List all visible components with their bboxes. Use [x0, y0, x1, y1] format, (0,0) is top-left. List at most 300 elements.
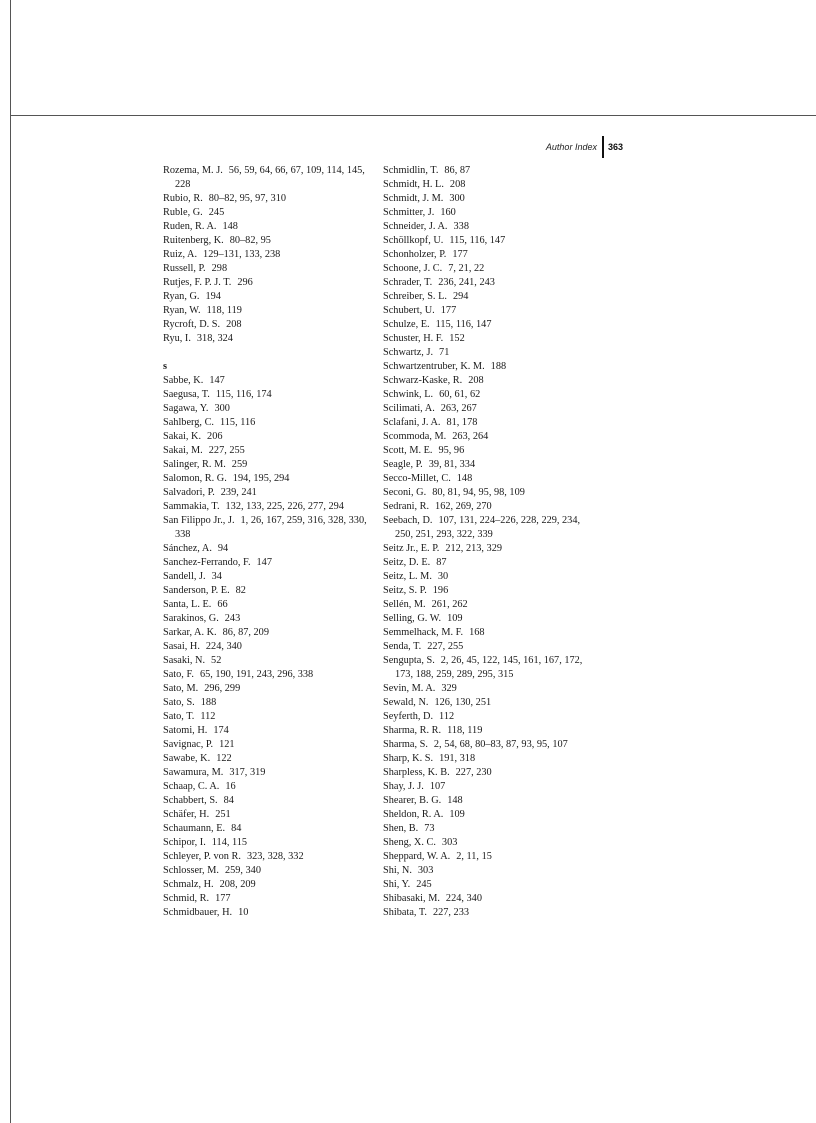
page-references: 303 [417, 865, 434, 876]
index-entry [383, 500, 598, 514]
author-name: Sakai, M. [163, 445, 203, 456]
index-entry [163, 710, 378, 724]
page-references: 52 [211, 655, 222, 666]
header-divider [602, 136, 604, 158]
index-entry [163, 388, 378, 402]
page-references: 109 [447, 613, 463, 624]
index-entry [163, 444, 378, 458]
page-references: 60, 61, 62 [439, 389, 481, 400]
page-references: 227, 233 [432, 907, 469, 918]
page-references: 129–131, 133, 238 [203, 249, 281, 260]
index-entry [163, 542, 378, 556]
author-name: Shen, B. [383, 823, 419, 834]
index-entry [163, 276, 378, 290]
author-name: Santa, L. E. [163, 599, 212, 610]
author-name: Sanderson, P. E. [163, 585, 230, 596]
author-name: Seitz, D. E. [383, 557, 431, 568]
page-references: 109 [449, 809, 465, 820]
index-entry [383, 276, 598, 290]
author-name: Sheng, X. C. [383, 837, 436, 848]
index-entry [383, 332, 598, 346]
index-entry [383, 402, 598, 416]
author-name: Sheldon, R. A. [383, 809, 444, 820]
author-name: Sakai, K. [163, 431, 202, 442]
page-references: 118, 119 [447, 725, 483, 736]
page-references: 206 [207, 431, 223, 442]
author-name: Schmidbauer, H. [163, 907, 233, 918]
page-references: 148 [447, 795, 463, 806]
index-entry [163, 864, 378, 878]
author-name: Schulze, E. [383, 319, 430, 330]
index-entry [163, 584, 378, 598]
index-entry [163, 416, 378, 430]
page-references: 318, 324 [196, 333, 233, 344]
page-references: 16 [225, 781, 236, 792]
author-name: Shi, Y. [383, 879, 411, 890]
author-name: Sharp, K. S. [383, 753, 434, 764]
page-references: 263, 264 [452, 431, 489, 442]
index-entry [163, 682, 378, 696]
page-references: 115, 116, 147 [449, 235, 506, 246]
index-entry [163, 780, 378, 794]
index-entry [383, 836, 598, 850]
index-entry [383, 570, 598, 584]
index-entry [163, 262, 378, 276]
index-entry [163, 556, 378, 570]
index-entry [163, 640, 378, 654]
page-references: 10 [238, 907, 249, 918]
page-references: 152 [449, 333, 465, 344]
index-entry [383, 626, 598, 640]
page-references: 95, 96 [438, 445, 465, 456]
index-entry [163, 486, 378, 500]
page-references: 71 [439, 347, 450, 358]
index-entry [383, 864, 598, 878]
page-references: 224, 340 [205, 641, 242, 652]
author-name: Schmitter, J. [383, 207, 435, 218]
author-name: Shibata, T. [383, 907, 427, 918]
page-references: 300 [214, 403, 230, 414]
index-entry [163, 570, 378, 584]
author-name: Sclafani, J. A. [383, 417, 441, 428]
index-entry [163, 374, 378, 388]
index-entry [163, 430, 378, 444]
page-references: 132, 133, 225, 226, 277, 294 [225, 501, 344, 512]
author-name: Sabbe, K. [163, 375, 204, 386]
page-references: 227, 230 [455, 767, 492, 778]
page-references: 329 [441, 683, 457, 694]
index-entry [383, 514, 598, 542]
index-entry [383, 780, 598, 794]
author-name: Sato, T. [163, 711, 195, 722]
author-name: San Filippo Jr., J. [163, 515, 235, 526]
author-name: Schneider, J. A. [383, 221, 448, 232]
page-references: 177 [215, 893, 231, 904]
index-entry [383, 360, 598, 374]
author-name: Ryu, I. [163, 333, 191, 344]
index-entry [383, 262, 598, 276]
index-entry [383, 654, 598, 682]
author-name: Sammakia, T. [163, 501, 220, 512]
index-entry [383, 472, 598, 486]
index-entry [163, 612, 378, 626]
page-references: 121 [219, 739, 235, 750]
author-name: Seitz, S. P. [383, 585, 427, 596]
index-entry [163, 626, 378, 640]
author-name: Sawamura, M. [163, 767, 224, 778]
page-references: 162, 269, 270 [435, 501, 492, 512]
page-references: 1, 26, 167, 259, 316, 328, 330, 338 [175, 515, 367, 540]
author-name: Scommoda, M. [383, 431, 447, 442]
page-references: 174 [213, 725, 229, 736]
index-entry [383, 906, 598, 920]
index-entry [383, 192, 598, 206]
page-references: 227, 255 [427, 641, 464, 652]
page-references: 118, 119 [206, 305, 242, 316]
page-references: 66 [217, 599, 228, 610]
author-name: Selling, G. W. [383, 613, 442, 624]
author-name: Rubio, R. [163, 193, 203, 204]
author-name: Sheppard, W. A. [383, 851, 451, 862]
page-references: 259 [231, 459, 248, 470]
page-references: 148 [456, 473, 473, 484]
page-references: 188 [490, 361, 507, 372]
index-entry [383, 822, 598, 836]
author-name: Russell, P. [163, 263, 206, 274]
page-references: 194, 195, 294 [232, 473, 290, 484]
author-name: Sevin, M. A. [383, 683, 436, 694]
index-entry [163, 850, 378, 864]
author-name: Sharma, S. [383, 739, 428, 750]
index-entry [383, 794, 598, 808]
page-references: 323, 328, 332 [246, 851, 304, 862]
page-references: 208 [449, 179, 466, 190]
author-name: Sewald, N. [383, 697, 429, 708]
index-entry [163, 878, 378, 892]
author-name: Schubert, U. [383, 305, 435, 316]
author-name: Schrader, T. [383, 277, 433, 288]
page-references: 80–82, 95, 97, 310 [208, 193, 286, 204]
author-name: Salinger, R. M. [163, 459, 226, 470]
index-group-s [163, 374, 378, 920]
author-name: Senda, T. [383, 641, 422, 652]
author-name: Ruden, R. A. [163, 221, 217, 232]
index-entry [383, 248, 598, 262]
section-letter-heading: s [163, 361, 168, 372]
index-entry [163, 192, 378, 206]
author-name: Saegusa, T. [163, 389, 210, 400]
author-name: Sahlberg, C. [163, 417, 215, 428]
author-name: Sharpless, K. B. [383, 767, 450, 778]
page-references: 239, 241 [220, 487, 257, 498]
author-name: Schaap, C. A. [163, 781, 220, 792]
top-border-line [10, 115, 816, 116]
page-references: 194 [205, 291, 221, 302]
author-name: Ruiz, A. [163, 249, 198, 260]
index-entry [163, 458, 378, 472]
author-name: Sandell, J. [163, 571, 206, 582]
index-entry [163, 206, 378, 220]
page-references: 298 [211, 263, 228, 274]
author-name: Schwarz-Kaske, R. [383, 375, 463, 386]
author-name: Rycroft, D. S. [163, 319, 221, 330]
page-references: 80, 81, 94, 95, 98, 109 [432, 487, 525, 498]
page-references: 73 [424, 823, 435, 834]
index-entry [163, 598, 378, 612]
page-references: 84 [223, 795, 234, 806]
index-entry [163, 234, 378, 248]
index-entry [163, 318, 378, 332]
page-references: 115, 116, 174 [215, 389, 272, 400]
author-name: Ryan, G. [163, 291, 200, 302]
index-entry [163, 220, 378, 234]
page-references: 65, 190, 191, 243, 296, 338 [199, 669, 314, 680]
index-entry [383, 444, 598, 458]
page-references: 236, 241, 243 [438, 277, 495, 288]
author-name: Semmelhack, M. F. [383, 627, 464, 638]
author-name: Schuster, H. F. [383, 333, 444, 344]
author-name: Sharma, R. R. [383, 725, 442, 736]
page-references: 177 [452, 249, 468, 260]
author-name: Sato, S. [163, 697, 195, 708]
left-border-line [10, 0, 11, 1123]
author-name: Rozema, M. J. [163, 165, 223, 176]
running-header-title: Author Index [545, 142, 597, 152]
author-name: Schäfer, H. [163, 809, 210, 820]
index-entry [163, 738, 378, 752]
index-entry [163, 696, 378, 710]
index-entry [383, 752, 598, 766]
page-number: 363 [607, 142, 623, 152]
page-references: 115, 116, 147 [435, 319, 492, 330]
index-entry [383, 612, 598, 626]
index-entry [383, 808, 598, 822]
page-references: 188 [200, 697, 217, 708]
page-references: 2, 11, 15 [456, 851, 492, 862]
author-name: Sellén, M. [383, 599, 426, 610]
page-references: 122 [216, 753, 232, 764]
author-name: Sánchez, A. [163, 543, 212, 554]
index-entry [383, 710, 598, 724]
page-references: 227, 255 [208, 445, 245, 456]
index-entry [163, 752, 378, 766]
page-references: 261, 262 [431, 599, 468, 610]
page-references: 147 [209, 375, 225, 386]
author-name: Sasai, H. [163, 641, 200, 652]
index-entry [383, 696, 598, 710]
index-entry [383, 738, 598, 752]
page-references: 168 [469, 627, 485, 638]
author-name: Sasaki, N. [163, 655, 206, 666]
page-references: 294 [452, 291, 469, 302]
author-name: Seitz Jr., E. P. [383, 543, 440, 554]
index-entry [163, 668, 378, 682]
index-entry [383, 304, 598, 318]
author-name: Scott, M. E. [383, 445, 433, 456]
index-entry [383, 206, 598, 220]
author-name: Sato, M. [163, 683, 199, 694]
author-name: Rutjes, F. P. J. T. [163, 277, 232, 288]
page-references: 107, 131, 224–226, 228, 229, 234, 250, 251, 293, 322, 339 [395, 515, 581, 540]
page-references: 245 [416, 879, 432, 890]
index-entry [163, 654, 378, 668]
page-references: 251 [215, 809, 231, 820]
author-name: Sagawa, Y. [163, 403, 209, 414]
page-references: 243 [224, 613, 241, 624]
index-entry [163, 304, 378, 318]
index-entry [383, 416, 598, 430]
page-references: 94 [217, 543, 229, 554]
index-entry [383, 682, 598, 696]
index-group-r [163, 164, 378, 346]
index-column-left [163, 164, 378, 920]
running-header [546, 135, 623, 159]
page-references: 303 [441, 837, 458, 848]
page-references: 296, 299 [204, 683, 241, 694]
index-entry [163, 402, 378, 416]
index-entry [163, 500, 378, 514]
index-entry [383, 388, 598, 402]
index-entry [163, 794, 378, 808]
author-name: Ryan, W. [163, 305, 201, 316]
page-references: 191, 318 [439, 753, 476, 764]
author-name: Schreiber, S. L. [383, 291, 447, 302]
page-references: 208 [468, 375, 484, 386]
author-name: Seebach, D. [383, 515, 433, 526]
author-name: Schwink, L. [383, 389, 434, 400]
index-entry [383, 220, 598, 234]
page-references: 30 [437, 571, 449, 582]
index-entry [383, 766, 598, 780]
author-name: Sengupta, S. [383, 655, 435, 666]
page-references: 208 [226, 319, 242, 330]
section-gap [163, 346, 378, 360]
page-references: 34 [211, 571, 222, 582]
page-references: 300 [449, 193, 465, 204]
author-name: Schleyer, P. von R. [163, 851, 241, 862]
author-name: Schipor, I. [163, 837, 206, 848]
author-name: Sawabe, K. [163, 753, 211, 764]
page-references: 160 [440, 207, 456, 218]
index-entry [163, 164, 378, 192]
page-references: 296 [237, 277, 253, 288]
index-entry [383, 318, 598, 332]
index-entry [163, 906, 378, 920]
page-references: 126, 130, 251 [434, 697, 492, 708]
author-name: Sedrani, R. [383, 501, 430, 512]
author-name: Schmidlin, T. [383, 165, 439, 176]
author-name: Shi, N. [383, 865, 412, 876]
index-entry [163, 290, 378, 304]
author-name: Schmid, R. [163, 893, 210, 904]
author-name: Schmidt, J. M. [383, 193, 444, 204]
author-name: Seagle, P. [383, 459, 423, 470]
author-name: Schoone, J. C. [383, 263, 443, 274]
index-entry [383, 640, 598, 654]
page-references: 107 [429, 781, 446, 792]
page-references: 224, 340 [445, 893, 482, 904]
index-entry [383, 598, 598, 612]
author-name: Schwartz, J. [383, 347, 434, 358]
index-entry [383, 892, 598, 906]
page-references: 112 [439, 711, 455, 722]
author-name: Schöllkopf, U. [383, 235, 444, 246]
index-entry [383, 486, 598, 500]
index-entry [383, 374, 598, 388]
page-references: 81, 178 [446, 417, 478, 428]
index-entry [383, 850, 598, 864]
author-name: Schabbert, S. [163, 795, 218, 806]
index-entry [383, 164, 598, 178]
author-name: Secco-Millet, C. [383, 473, 451, 484]
author-name: Schaumann, E. [163, 823, 226, 834]
author-name: Shibasaki, M. [383, 893, 440, 904]
index-entry [383, 290, 598, 304]
author-name: Scilimati, A. [383, 403, 435, 414]
index-entry [163, 766, 378, 780]
index-entry [383, 878, 598, 892]
index-entry [163, 514, 378, 542]
index-entry [383, 542, 598, 556]
index-entry [163, 248, 378, 262]
index-entry [383, 724, 598, 738]
index-entry [383, 584, 598, 598]
index-entry [163, 724, 378, 738]
page-references: 2, 54, 68, 80–83, 87, 93, 95, 107 [433, 739, 568, 750]
page-references: 87 [436, 557, 447, 568]
page-references: 7, 21, 22 [448, 263, 485, 274]
page-references: 112 [200, 711, 216, 722]
page-references: 86, 87, 209 [222, 627, 269, 638]
author-name: Sanchez-Ferrando, F. [163, 557, 251, 568]
index-entry [163, 472, 378, 486]
author-name: Schmalz, H. [163, 879, 214, 890]
index-entry [383, 178, 598, 192]
page-references: 263, 267 [440, 403, 477, 414]
author-name: Satomi, H. [163, 725, 208, 736]
page-references: 177 [440, 305, 457, 316]
page-references: 86, 87 [444, 165, 471, 176]
index-entry [163, 332, 378, 346]
page-references: 82 [235, 585, 246, 596]
author-name: Schwartzentruber, K. M. [383, 361, 485, 372]
page-references: 259, 340 [224, 865, 261, 876]
author-name: Sato, F. [163, 669, 194, 680]
page-references: 245 [208, 207, 225, 218]
index-entry [383, 234, 598, 248]
author-name: Seitz, L. M. [383, 571, 432, 582]
page-references: 39, 81, 334 [428, 459, 476, 470]
author-name: Seconi, G. [383, 487, 427, 498]
author-name: Seyferth, D. [383, 711, 434, 722]
page-references: 56, 59, 64, 66, 67, 109, 114, 145, 228 [175, 165, 365, 190]
index-entry [383, 346, 598, 360]
author-name: Sarkar, A. K. [163, 627, 217, 638]
page-references: 208, 209 [219, 879, 256, 890]
index-group-s-continued [383, 164, 598, 920]
author-name: Salvadori, P. [163, 487, 215, 498]
author-name: Shearer, B. G. [383, 795, 442, 806]
page-references: 196 [432, 585, 449, 596]
author-name: Savignac, P. [163, 739, 214, 750]
index-entry [163, 892, 378, 906]
page-references: 148 [222, 221, 238, 232]
page-references: 2, 26, 45, 122, 145, 161, 167, 172, 173, 188, 259, 289, 295, 315 [395, 655, 583, 680]
author-name: Schmidt, H. L. [383, 179, 444, 190]
page-references: 147 [256, 557, 272, 568]
index-entry [163, 808, 378, 822]
author-name: Salomon, R. G. [163, 473, 227, 484]
